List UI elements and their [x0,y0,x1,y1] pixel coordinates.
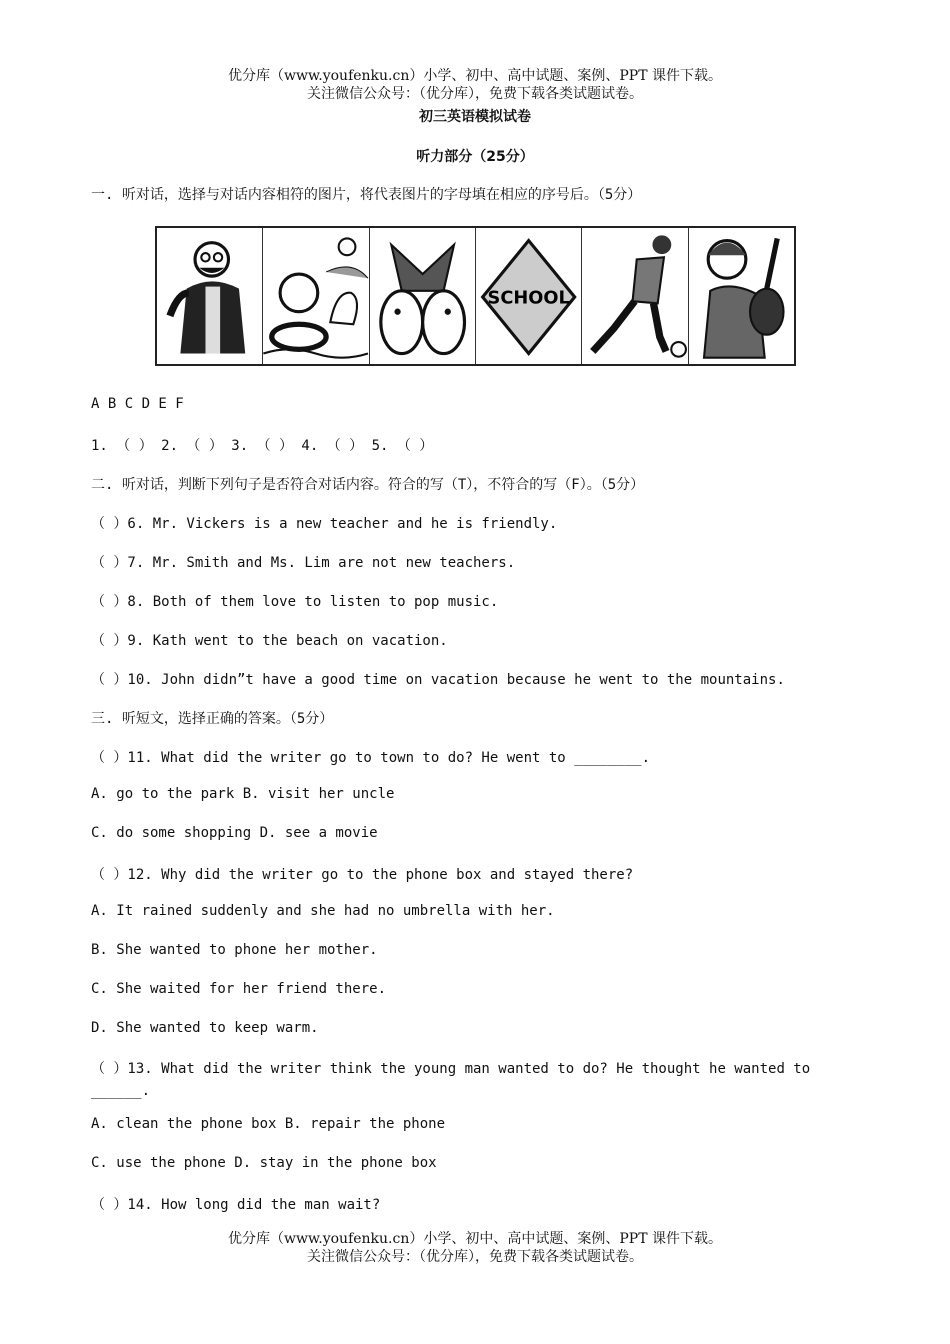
header-line-1: 优分库（www.youfenku.cn）小学、初中、高中试题、案例、PPT 课件下载。 [227,68,722,84]
header-line-2: 关注微信公众号：（优分库），免费下载各类试题试卷。 [307,86,643,102]
question-12: （ ）12. Why did the writer go to the phone box and stayed there? [91,867,634,883]
part1-instruction: 一. 听对话，选择与对话内容相符的图片，将代表图片的字母填在相应的序号后。（5分） [91,187,642,203]
question-6: （ ）6. Mr. Vickers is a new teacher and he is friendly. [91,516,558,532]
question-12-option-b: B. She wanted to phone her mother. [91,942,378,958]
school-sign-text: SCHOOL [487,287,570,309]
teacher-illustration [157,228,262,364]
school-sign-illustration [476,228,581,364]
section-title: 听力部分（25分） [416,149,534,165]
question-13: （ ）13. What did the writer think the young man wanted to do? He thought he wanted to ______. [91,1061,811,1099]
question-11-options-cd: C. do some shopping D. see a movie [91,825,378,841]
question-11: （ ）11. What did the writer go to town to do? He went to ________. [91,750,651,766]
picture-e-soccer-player [582,228,688,364]
picture-letters: A B C D E F [91,396,184,412]
question-12-option-d: D. She wanted to keep warm. [91,1020,319,1036]
question-13-options-cd: C. use the phone D. stay in the phone box [91,1155,437,1171]
picture-b-beach [263,228,369,364]
part1-answer-blanks: 1. （ ） 2. （ ） 3. （ ） 4. （ ） 5. （ ） [91,438,434,454]
question-11-options-ab: A. go to the park B. visit her uncle [91,786,395,802]
document-title: 初三英语模拟试卷 [419,109,531,125]
picture-strip [155,226,796,366]
part2-instruction: 二. 听对话，判断下列句子是否符合对话内容。符合的写（T），不符合的写（F）。（5分） [91,477,645,493]
picture-c-animals [370,228,476,364]
question-12-option-a: A. It rained suddenly and she had no umbrella with her. [91,903,555,919]
question-9: （ ）9. Kath went to the beach on vacation. [91,633,448,649]
picture-a-teacher [157,228,263,364]
footer-line-1: 优分库（www.youfenku.cn）小学、初中、高中试题、案例、PPT 课件下载。 [227,1231,722,1247]
question-14: （ ）14. How long did the man wait? [91,1197,381,1213]
question-13-options-ab: A. clean the phone box B. repair the phone [91,1116,446,1132]
question-10: （ ）10. John didn”t have a good time on vacation because he went to the mountains. [91,672,785,688]
question-12-option-c: C. She waited for her friend there. [91,981,387,997]
picture-f-guitar-player [689,228,794,364]
footer-line-2: 关注微信公众号：（优分库），免费下载各类试题试卷。 [307,1249,643,1265]
animals-illustration [370,228,475,364]
soccer-player-illustration [582,228,687,364]
guitar-player-illustration [689,228,794,364]
question-7: （ ）7. Mr. Smith and Ms. Lim are not new teachers. [91,555,516,571]
question-8: （ ）8. Both of them love to listen to pop music. [91,594,499,610]
picture-d-school-sign [476,228,582,364]
part3-instruction: 三. 听短文，选择正确的答案。（5分） [91,711,334,727]
beach-illustration [263,228,368,364]
